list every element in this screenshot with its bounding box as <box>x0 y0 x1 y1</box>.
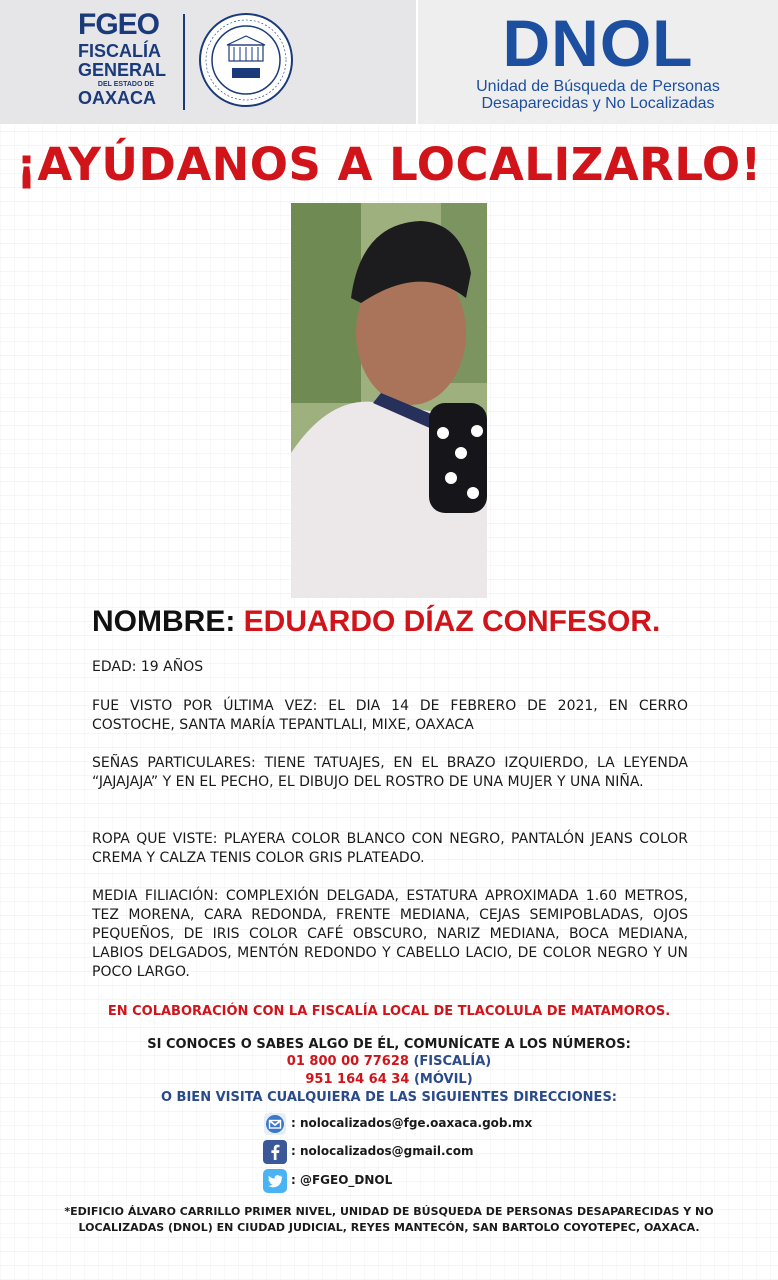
last-seen-field: FUE VISTO POR ÚLTIMA VEZ: EL DIA 14 DE FEBRERO DE 2021, EN CERRO COSTOCHE, SANTA MARÍA TEPANTLALI, MIXE, OAXACA <box>92 698 688 733</box>
headline: ¡AYÚDANOS A LOCALIZARLO! <box>16 138 762 191</box>
phone-line-fiscalia <box>0 1053 778 1071</box>
phone-label-fiscalia: (FISCALÍA) <box>413 1054 492 1069</box>
email-icon <box>263 1112 287 1136</box>
address-footnote: *EDIFICIO ÁLVARO CARRILLO PRIMER NIVEL, UNIDAD DE BÚSQUEDA DE PERSONAS DESAPARECIDAS Y NO LOCALIZADAS (DNOL) EN CIUDAD JUDICIAL, REYES MANTECÓN, SAN BARTOLO COYOTEPEC, OAXACA. <box>64 1205 714 1234</box>
facebook-contact[interactable]: : nolocalizados@gmail.com <box>291 1144 474 1158</box>
name-label: NOMBRE: <box>92 605 236 638</box>
name-line <box>92 605 732 639</box>
distinguishing-marks-field: SEÑAS PARTICULARES: TIENE TATUAJES, EN EL BRAZO IZQUIERDO, LA LEYENDA “JAJAJAJA” Y EN EL PECHO, EL DIBUJO DEL ROSTRO DE UNA MUJER Y UNA NIÑA. <box>92 755 688 790</box>
header-banner <box>0 0 778 124</box>
fgeo-line-general: GENERAL <box>78 60 167 80</box>
clothing-field: ROPA QUE VISTE: PLAYERA COLOR BLANCO CON NEGRO, PANTALÓN JEANS COLOR CREMA Y CALZA TENIS COLOR GRIS PLATEADO. <box>92 831 688 866</box>
phone-number-movil[interactable]: 951 164 64 34 <box>305 1072 410 1087</box>
phone-number-fiscalia[interactable]: 01 800 00 77628 <box>286 1054 409 1069</box>
name-value: EDUARDO DÍAZ CONFESOR. <box>243 605 661 638</box>
age-field: EDAD: 19 AÑOS <box>92 659 204 675</box>
fgeo-line-oaxaca: OAXACA <box>78 88 157 108</box>
dnol-logo-text: DNOL <box>502 6 694 80</box>
fgeo-mark: FGEO <box>78 8 160 41</box>
twitter-handle[interactable]: : @FGEO_DNOL <box>291 1173 393 1187</box>
email-address[interactable]: : nolocalizados@fge.oaxaca.gob.mx <box>291 1116 533 1130</box>
logo-divider <box>183 14 185 110</box>
fgeo-logo <box>78 10 174 108</box>
phone-label-movil: (MÓVIL) <box>413 1072 473 1087</box>
facebook-icon <box>263 1140 287 1164</box>
dnol-subtitle-line1: Unidad de Búsqueda de Personas <box>476 78 720 95</box>
dnol-subtitle-line2: Desaparecidas y No Localizadas <box>481 95 715 112</box>
fiscalia-seal-icon <box>198 12 294 108</box>
fgeo-line-del-estado: DEL ESTADO DE <box>97 81 155 88</box>
visit-addresses-note: O BIEN VISITA CUALQUIERA DE LAS SIGUIENTES DIRECCIONES: <box>160 1090 617 1105</box>
collaboration-note: EN COLABORACIÓN CON LA FISCALÍA LOCAL DE TLACOLULA DE MATAMOROS. <box>107 1004 671 1019</box>
physical-description-field: MEDIA FILIACIÓN: COMPLEXIÓN DELGADA, ESTATURA APROXIMADA 1.60 METROS, TEZ MORENA, CARA REDONDA, FRENTE MEDIANA, CEJAS SEMIPOBLADAS, OJOS PEQUEÑOS, DE IRIS COLOR CAFÉ OBSCURO, NARIZ MEDIANA, BOCA MEDIANA, LABIOS DELGADOS, MENTÓN REDONDO Y CABELLO LACIO, DE COLOR NEGRO Y UN POCO LARGO. <box>92 888 688 980</box>
fgeo-line-fiscalia: FISCALÍA <box>78 41 161 61</box>
contact-intro: SI CONOCES O SABES ALGO DE ÉL, COMUNÍCATE A LOS NÚMEROS: <box>147 1037 631 1052</box>
dnol-subtitle <box>418 78 778 112</box>
twitter-icon <box>263 1169 287 1193</box>
missing-person-photo <box>291 203 487 598</box>
phone-line-movil <box>0 1071 778 1089</box>
